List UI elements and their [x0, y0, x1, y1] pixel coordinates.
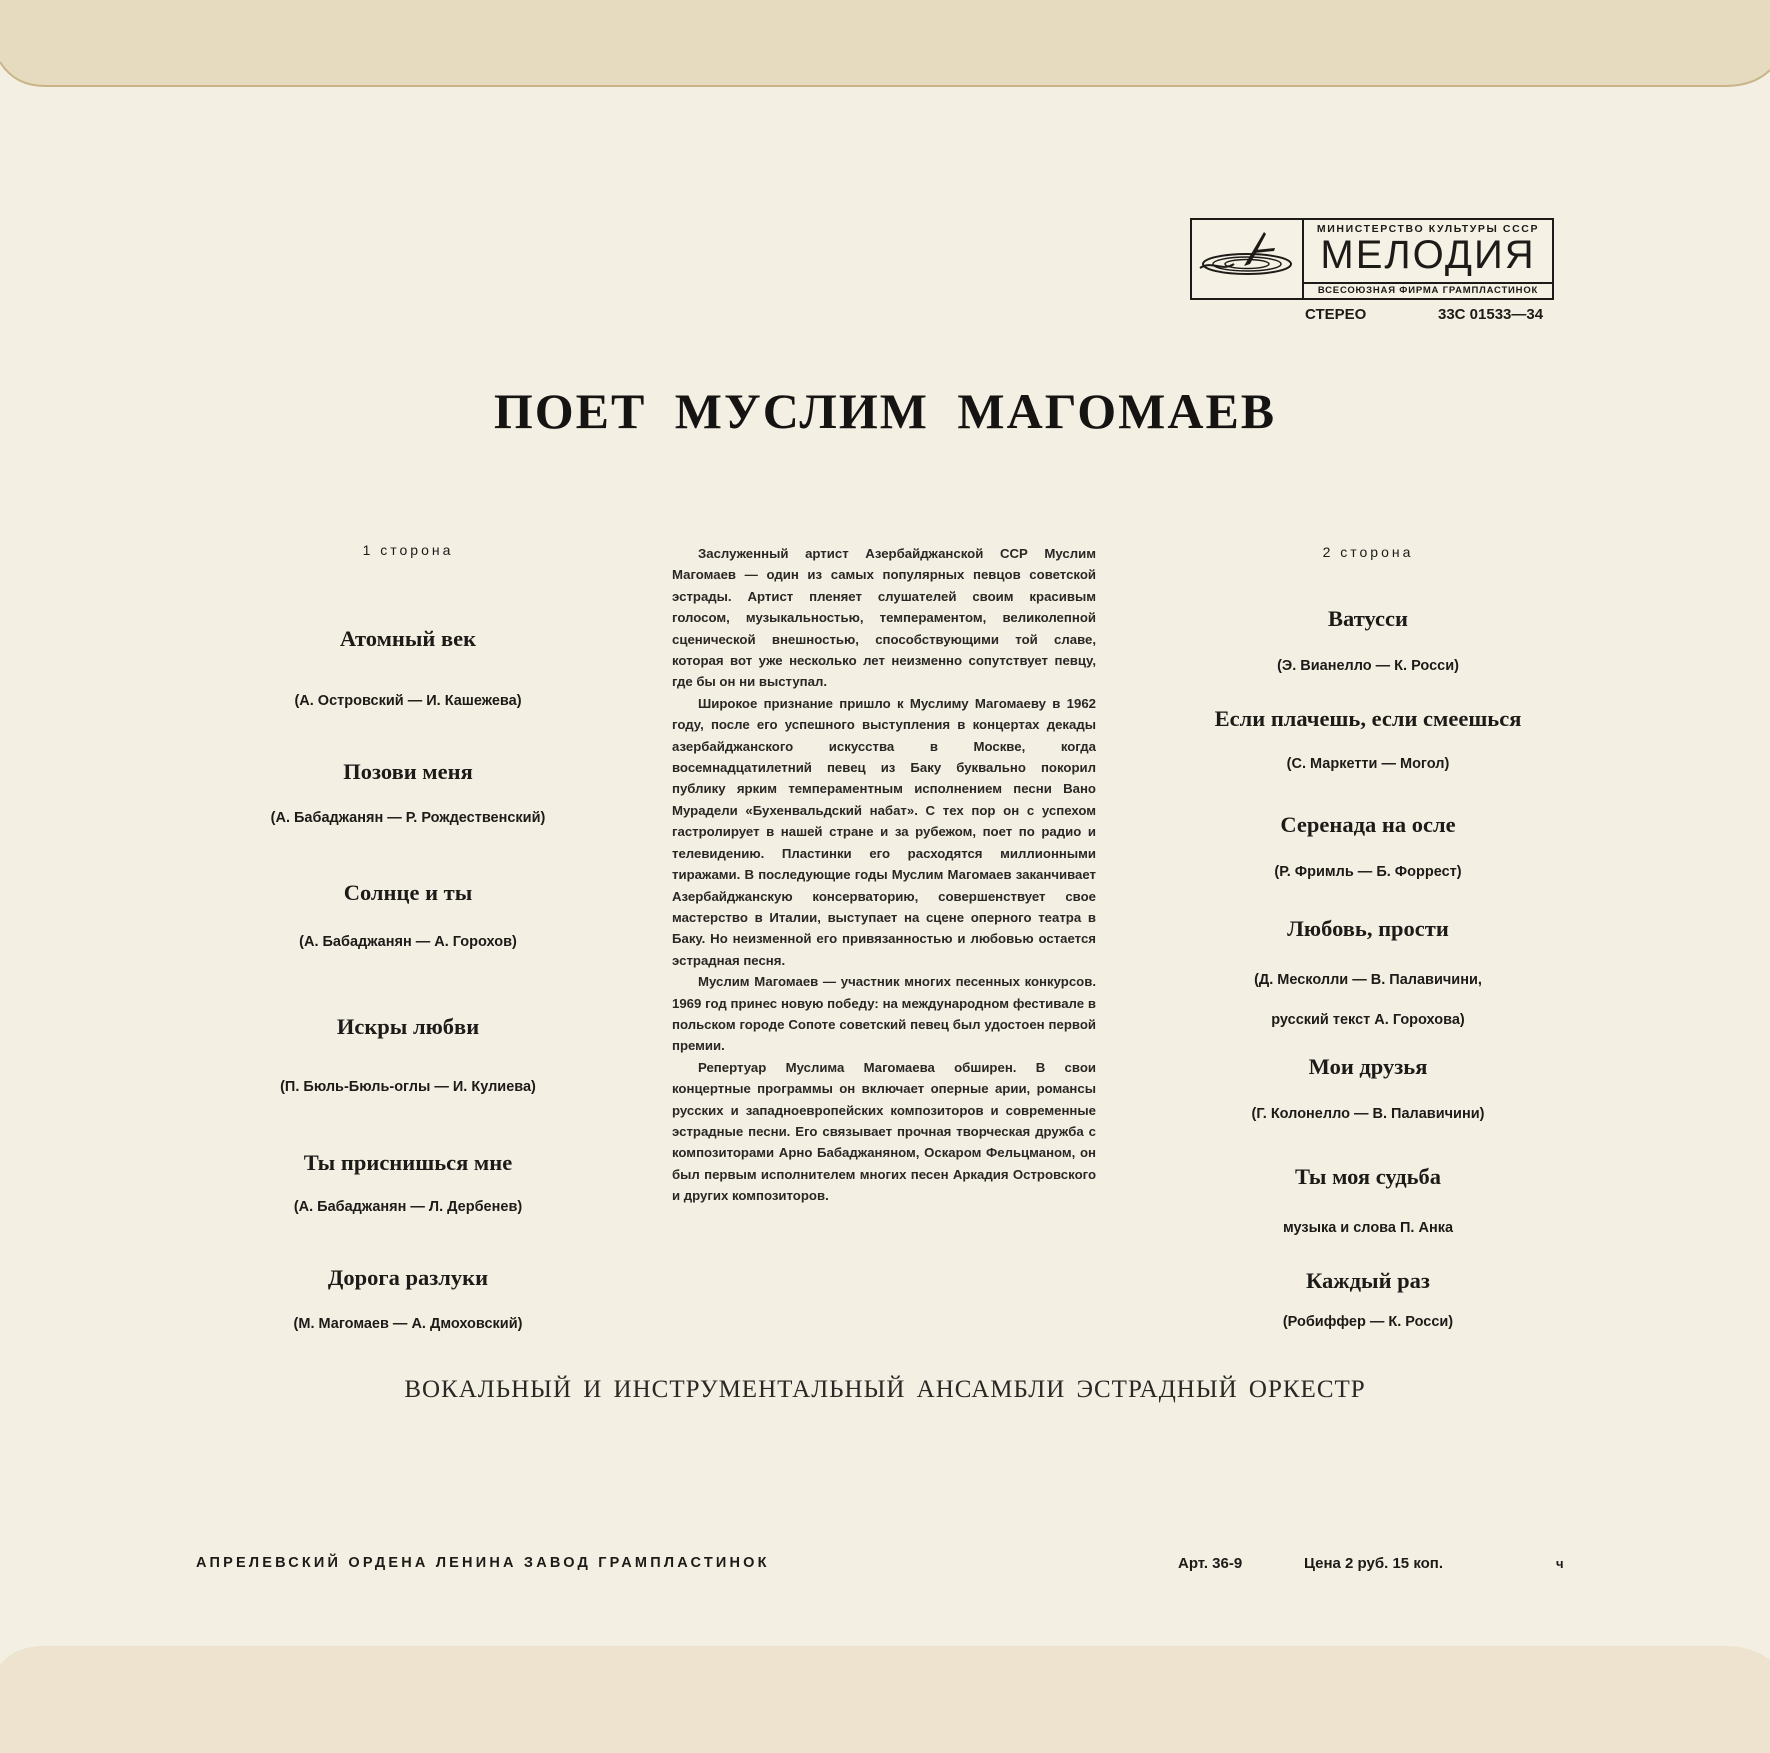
track-title: Дорога разлуки: [327, 1265, 489, 1290]
side2-label: 2 сторона: [1322, 544, 1414, 560]
article-number: Арт. 36-9: [1178, 1555, 1243, 1572]
print-mark: ч: [1556, 1556, 1564, 1571]
track-credit: (А. Бабаджанян — Л. Дербенев): [293, 1199, 523, 1215]
track-title: Серенада на осле: [1280, 812, 1456, 837]
track-title: Солнце и ты: [343, 880, 473, 905]
track-title: Атомный век: [339, 626, 477, 651]
track-credit-continued: русский текст А. Горохова): [1271, 1012, 1465, 1028]
melodia-logo-box: [1190, 218, 1554, 300]
catalog-number: 33С 01533—34: [1438, 306, 1544, 323]
logo-brand-name: МЕЛОДИЯ: [1320, 233, 1536, 277]
melodia-emblem-icon: [1192, 220, 1304, 298]
liner-paragraph: Муслим Магомаев — участник многих песенных конкурсов. 1969 год принес новую победу: на международном фестивале в польском городе Сопоте советский певец был удостоен первой премии.: [672, 974, 1096, 1054]
track-credit: (М. Магомаев — А. Дмоховский): [293, 1316, 523, 1332]
track-title: Мои друзья: [1308, 1054, 1428, 1079]
track-credit: (Э. Вианелло — К. Росси): [1277, 658, 1459, 674]
price-text: Цена 2 руб. 15 коп.: [1304, 1555, 1444, 1572]
liner-paragraph: Широкое признание пришло к Муслиму Магомаеву в 1962 году, после его успешного выступления в концертах декады азербайджанского искусства в Москве, когда восемнадцатилетний певец из Баку буквально покорил публику ярким темпераментным исполнением песни Вано Мурадели «Бухенвальдский набат». С тех пор он с успехом гастролирует в нашей стране и за рубежом, поет по радио и телевидению. Пластинки его расходятся миллионными тиражами. В последующие годы Муслим Магомаев заканчивает Азербайджанскую консерваторию, совершенствует свое мастерство в Италии, выступает на сцене оперного театра в Баку. Но неизменной его привязанностью и любовью остается эстрадная песня.: [672, 695, 1096, 968]
track-title: Если плачешь, если смеешься: [1214, 706, 1522, 731]
liner-paragraph: Репертуар Муслима Магомаева обширен. В свои концертные программы он включает оперные арии, романсы русских и западноевропейских композиторов и современные эстрадные песни. Его связывает прочная творческая дружба с композиторами Арно Бабаджаняном, Оскаром Фельцманом, он был первым исполнителем многих песен Аркадия Островского и других композиторов.: [672, 1059, 1096, 1204]
track-title: Ватусси: [1328, 606, 1408, 631]
track-title: Ты приснишься мне: [303, 1150, 513, 1175]
logo-firm-text: ВСЕСОЮЗНАЯ ФИРМА ГРАМПЛАСТИНОК: [1304, 282, 1552, 296]
stereo-label: СТЕРЕО: [1305, 306, 1367, 323]
track-title: Ты моя судьба: [1294, 1164, 1442, 1189]
track-credit: (П. Бюль-Бюль-оглы — И. Кулиева): [280, 1079, 536, 1095]
track-credit: (Д. Месколли — В. Палавичини,: [1254, 972, 1482, 988]
ensemble-credit: ВОКАЛЬНЫЙ И ИНСТРУМЕНТАЛЬНЫЙ АНСАМБЛИ ЭСТРАДНЫЙ ОРКЕСТР: [404, 1376, 1366, 1403]
track-title: Каждый раз: [1306, 1268, 1430, 1293]
plant-name: АПРЕЛЕВСКИЙ ОРДЕНА ЛЕНИНА ЗАВОД ГРАМПЛАСТИНОК: [196, 1555, 770, 1571]
track-title: Любовь, прости: [1287, 916, 1449, 941]
track-credit: (А. Островский — И. Кашежева): [294, 693, 522, 709]
track-credit: (А. Бабаджанян — А. Горохов): [299, 934, 517, 950]
liner-notes: [672, 543, 1096, 1207]
side1-label: 1 сторона: [362, 542, 454, 558]
album-title: ПОЕТ МУСЛИМ МАГОМАЕВ: [493, 383, 1277, 439]
track-credit: музыка и слова П. Анка: [1282, 1220, 1454, 1236]
track-credit: (С. Маркетти — Могол): [1286, 756, 1450, 772]
track-credit: (Р. Фримль — Б. Форрест): [1274, 864, 1462, 880]
liner-paragraph: Заслуженный артист Азербайджанской ССР Муслим Магомаев — один из самых популярных певцов советской эстрады. Артист пленяет слушателей своим красивым голосом, музыкальностью, темпераментом, великолепной сценической внешностью, способствующими той славе, которая вот уже несколько лет неизменно сопутствует певцу, где бы он ни выступал.: [672, 546, 1096, 690]
track-title: Позови меня: [343, 759, 473, 784]
track-title: Искры любви: [336, 1014, 480, 1039]
track-credit: (Г. Колонелло — В. Палавичини): [1251, 1106, 1485, 1122]
logo-ministry-text: МИНИСТЕРСТВО КУЛЬТУРЫ СССР: [1316, 223, 1540, 235]
track-credit: (Робиффер — К. Росси): [1282, 1314, 1454, 1330]
track-credit: (А. Бабаджанян — Р. Рождественский): [270, 810, 546, 826]
